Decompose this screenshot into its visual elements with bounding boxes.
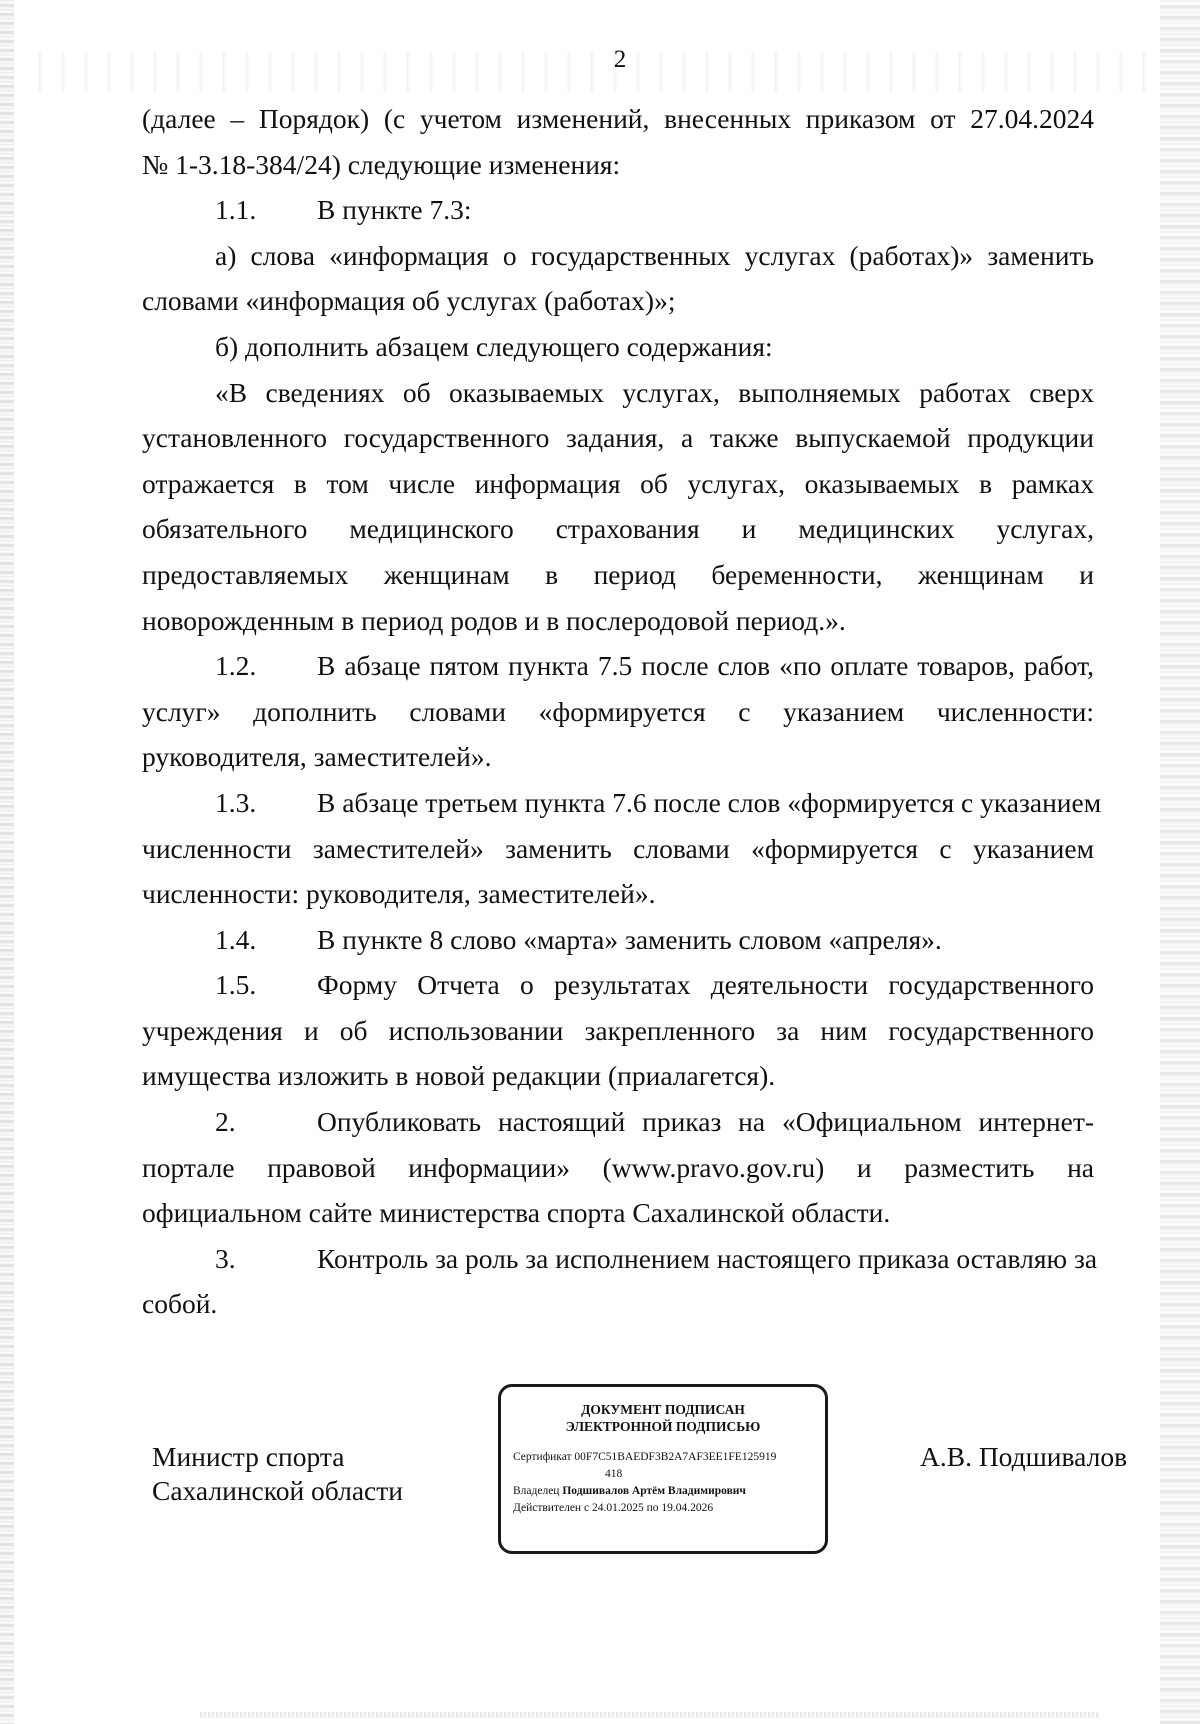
- document-body: [142, 96, 1102, 1327]
- text-line: численности заместителей» заменить словами «формируется с указанием: [142, 832, 1094, 864]
- clause-text: Опубликовать настоящий приказ на «Официальном интернет-: [317, 1106, 1094, 1138]
- stamp-header: [501, 1401, 825, 1435]
- text-line: услуг» дополнить словами «формируется с указанием численности:: [142, 695, 1094, 727]
- clause-text: Контроль за роль за исполнением настоящего приказа оставляю за: [317, 1242, 1098, 1274]
- clause-1-3: [142, 780, 1102, 826]
- clause-text: В пункте 7.3:: [317, 194, 472, 226]
- stamp-owner-label: Владелец: [513, 1485, 560, 1497]
- clause-2: [142, 1099, 1094, 1145]
- text-line: № 1-3.18-384/24) следующие изменения:: [142, 148, 621, 180]
- clause-text: В пункте 8 слово «марта» заменить словом «апреля».: [317, 923, 942, 955]
- clause-1-5: [142, 962, 1094, 1008]
- electronic-signature-stamp: [498, 1384, 828, 1554]
- text-line: собой.: [142, 1288, 218, 1320]
- signer-name: А.В. Подшивалов: [920, 1441, 1128, 1472]
- text-line: а) слова «информация о государственных услугах (работах)» заменить: [215, 239, 1094, 271]
- clause-1-2: [142, 643, 1094, 689]
- clause-text: В абзаце пятом пункта 7.5 после слов «по оплате товаров, работ,: [317, 650, 1094, 682]
- text-line: численности: руководителя, заместителей».: [142, 878, 656, 910]
- stamp-details: [501, 1449, 825, 1517]
- clause-text: Форму Отчета о результатах деятельности государственного: [317, 969, 1094, 1001]
- clause-text: В абзаце третьем пункта 7.6 после слов «формируется с указанием: [317, 786, 1102, 818]
- text-line: «В сведениях об оказываемых услугах, выполняемых работах сверх: [215, 376, 1094, 408]
- scan-edge-left: [0, 0, 14, 1724]
- text-line: отражается в том числе информация об услугах, оказываемых в рамках: [142, 467, 1094, 499]
- clause-number: 2.: [215, 1106, 236, 1138]
- clause-3: [142, 1236, 1098, 1282]
- text-line: учреждения и об использовании закрепленного за ним государственного: [142, 1014, 1094, 1046]
- clause-number: 1.3.: [215, 786, 257, 818]
- scan-edge-bottom: [200, 1712, 1100, 1718]
- stamp-validity: Действителен с 24.01.2025 по 19.04.2026: [513, 1502, 714, 1514]
- stamp-header-line: ДОКУМЕНТ ПОДПИСАН: [581, 1402, 745, 1417]
- text-line: б) дополнить абзацем следующего содержания:: [215, 330, 773, 362]
- clause-number: 1.1.: [215, 194, 257, 226]
- stamp-cert-value: 00F7C51BAEDF3B2A7AF3EE1FE125919: [574, 1451, 777, 1463]
- text-line: новорожденным в период родов и в послеродовой период.».: [142, 604, 846, 636]
- clause-1-1: [142, 187, 1094, 233]
- scan-noise-top: [20, 52, 1150, 92]
- text-line: словами «информация об услугах (работах)»;: [142, 285, 676, 317]
- stamp-owner: [513, 1483, 825, 1500]
- clause-number: 1.5.: [215, 969, 257, 1001]
- stamp-certificate: [513, 1449, 825, 1466]
- page-number: 2: [613, 46, 627, 73]
- text-line: предоставляемых женщинам в период беременности, женщинам и: [142, 558, 1094, 590]
- text-line: портале правовой информации» (www.pravo.gov.ru) и разместить на: [142, 1151, 1094, 1183]
- clause-1-4: [142, 917, 1094, 963]
- text-line: установленного государственного задания, а также выпускаемой продукции: [142, 422, 1094, 454]
- signatory-title-line: Сахалинской области: [152, 1475, 403, 1506]
- scan-edge-right: [1160, 0, 1200, 1724]
- stamp-cert-label: Сертификат: [513, 1451, 572, 1463]
- stamp-cert-value-cont: 418: [605, 1468, 623, 1480]
- signatory-title: [152, 1440, 403, 1508]
- text-line: обязательного медицинского страхования и медицинских услугах,: [142, 513, 1094, 545]
- stamp-header-line: ЭЛЕКТРОННОЙ ПОДПИСЬЮ: [565, 1419, 761, 1434]
- signatory-title-line: Министр спорта: [152, 1441, 345, 1472]
- clause-number: 3.: [215, 1242, 236, 1274]
- text-line: руководителя, заместителей».: [142, 741, 492, 773]
- clause-number: 1.2.: [215, 650, 257, 682]
- clause-number: 1.4.: [215, 923, 257, 955]
- stamp-owner-value: Подшивалов Артём Владимирович: [562, 1485, 746, 1497]
- text-line: официальном сайте министерства спорта Сахалинской области.: [142, 1197, 891, 1229]
- text-line: имущества изложить в новой редакции (приалагется).: [142, 1060, 776, 1092]
- text-line: (далее – Порядок) (с учетом изменений, внесенных приказом от 27.04.2024: [142, 103, 1094, 134]
